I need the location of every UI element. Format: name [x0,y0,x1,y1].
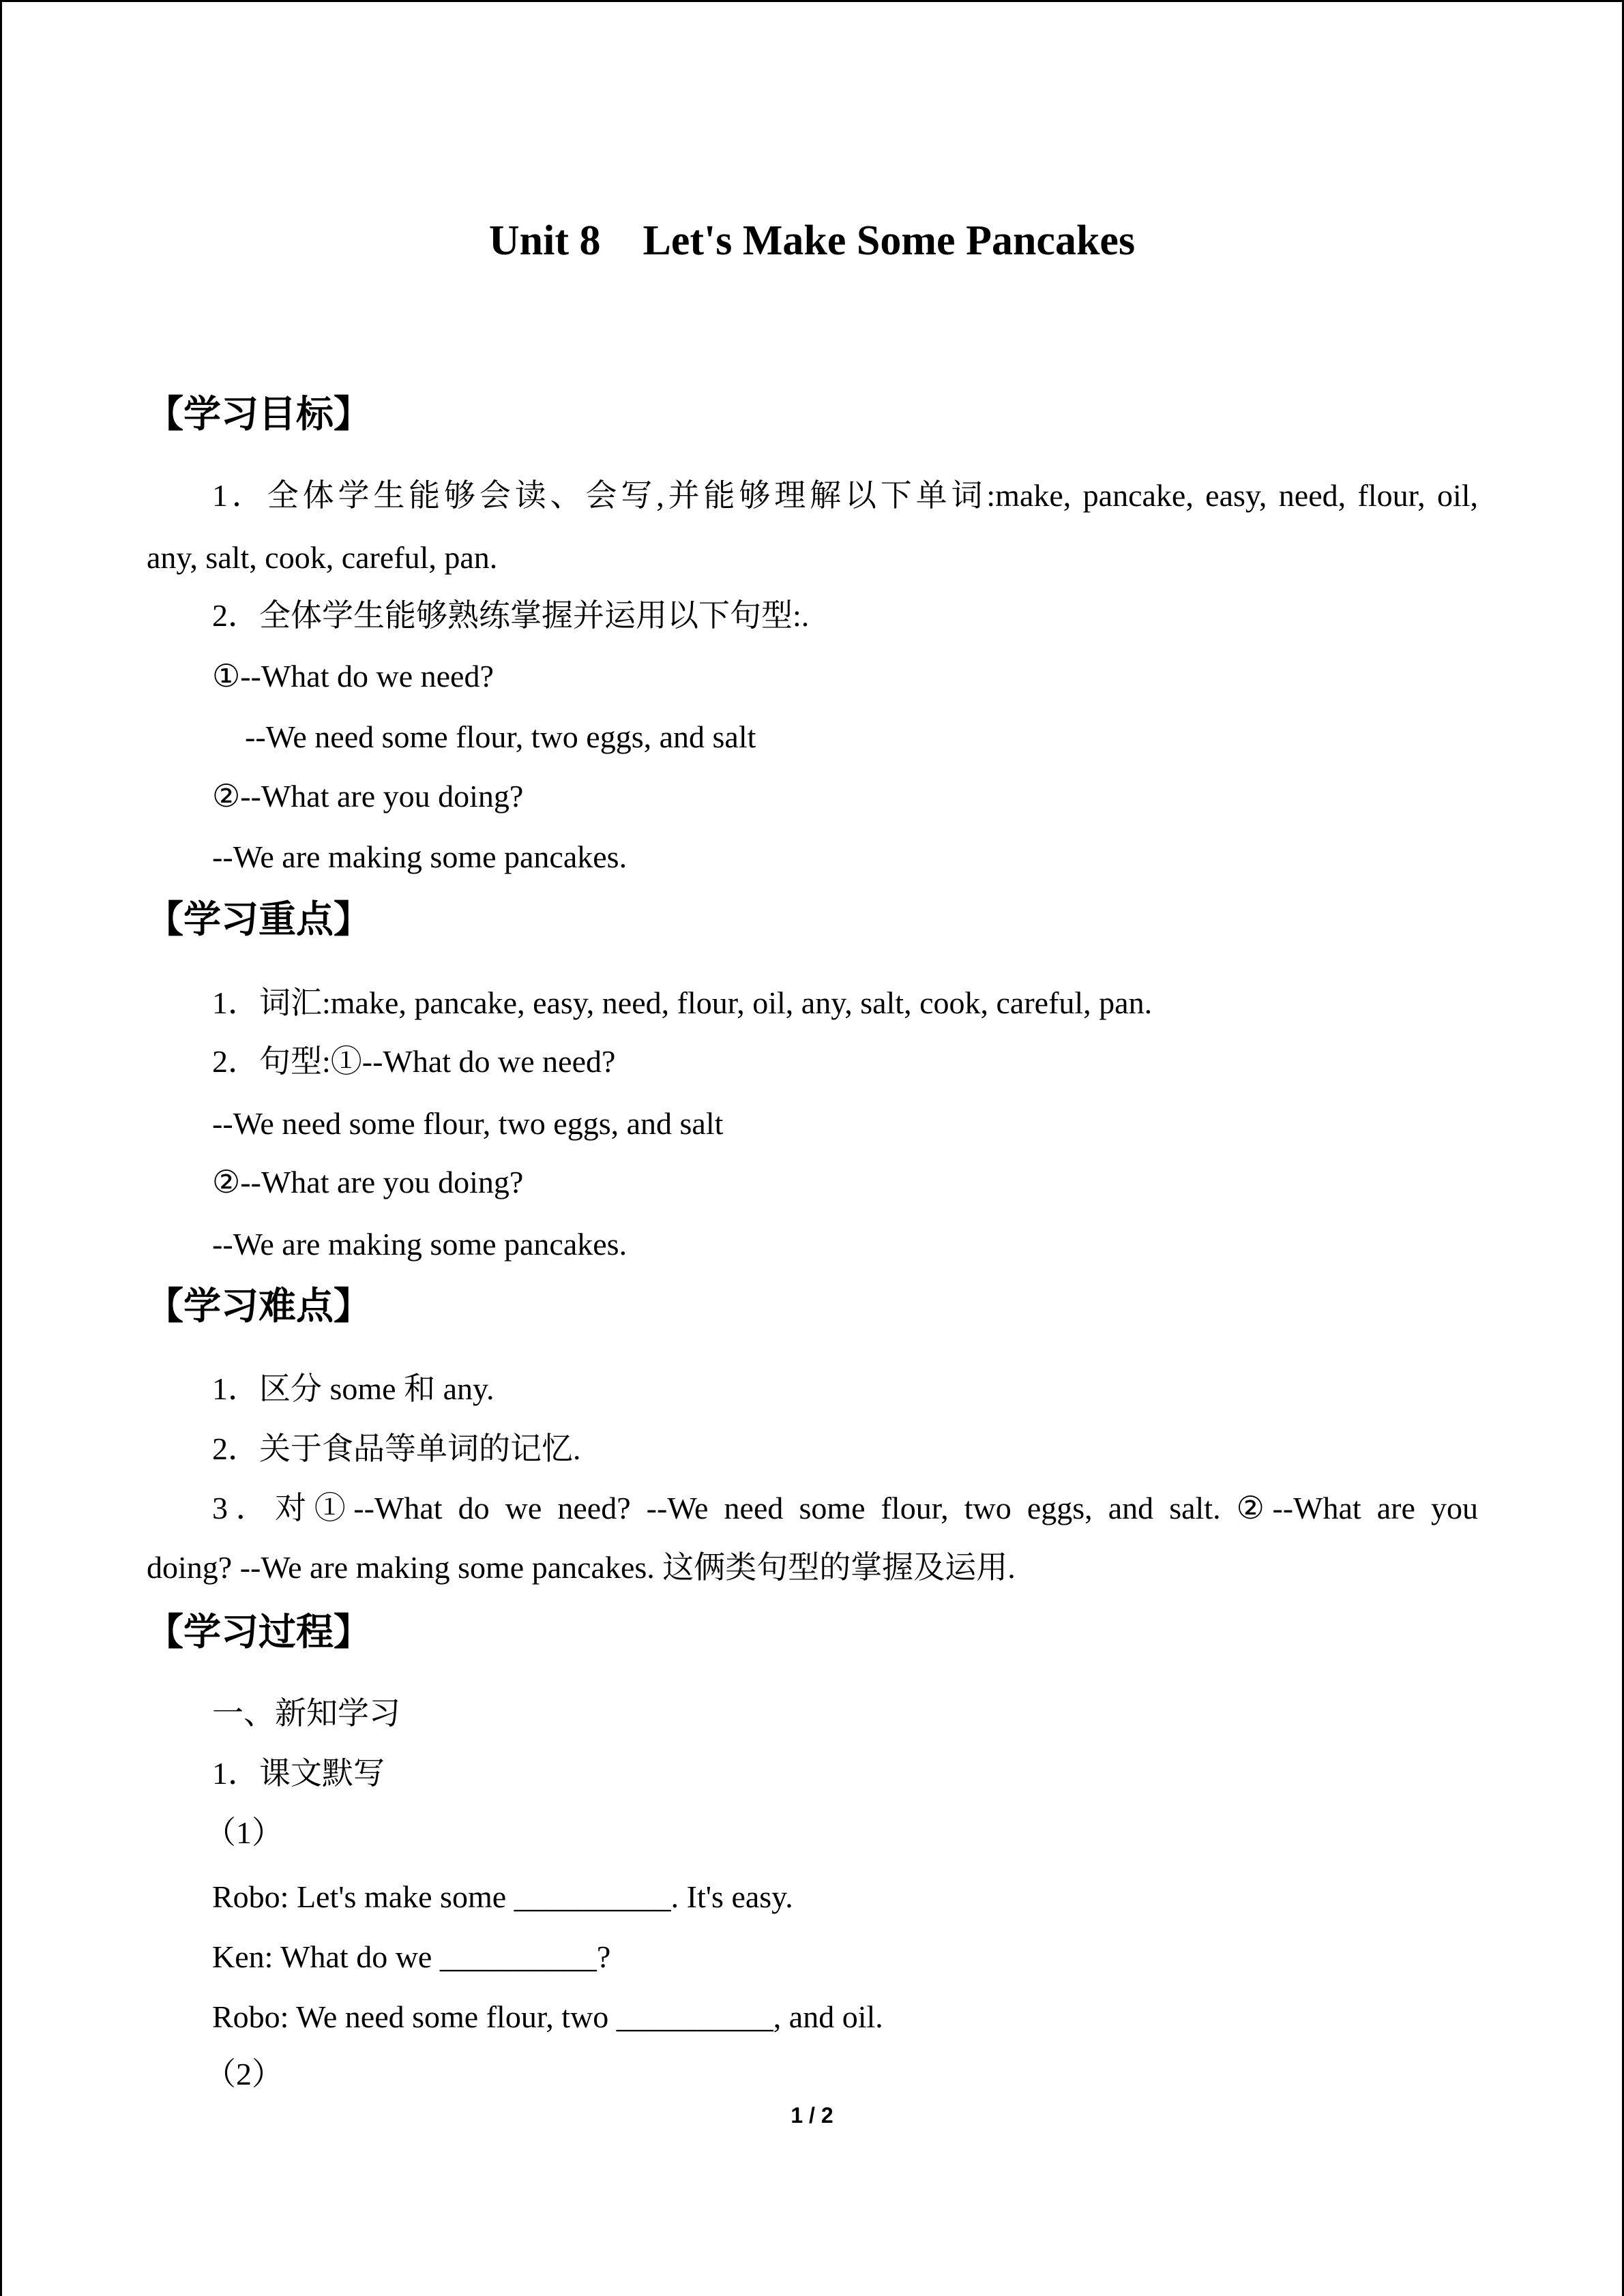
goals-answer-1: --We need some flour, two eggs, and salt [245,719,756,754]
section-heading-goals: 【学习目标】 [146,392,372,436]
key-points-answer-2: --We are making some pancakes. [212,1227,628,1262]
process-item-1: 1．课文默写 [212,1756,385,1791]
key-points-sentences: 2．句型:①--What do we need? [212,1044,616,1079]
difficulties-item-3-line-1: 3．对①--What do we need? --We need some flour, two eggs, and salt. ②--What are you [212,1491,1478,1525]
section-heading-difficulties: 【学习难点】 [146,1284,372,1328]
goals-question-2: ②--What are you doing? [212,779,524,814]
process-subitem-1: （1） [205,1815,283,1850]
dialog-line-1: Robo: Let's make some __________. It's easy. [212,1879,793,1914]
goals-paragraph-1-line-2: any, salt, cook, careful, pan. [147,540,498,575]
goals-question-1: ①--What do we need? [212,659,494,694]
dialog-line-2: Ken: What do we __________? [212,1939,611,1974]
goals-answer-2: --We are making some pancakes. [212,839,628,874]
difficulties-item-1: 1．区分 some 和 any. [212,1371,494,1406]
goals-paragraph-1-line-1: 1．全体学生能够会读、会写,并能够理解以下单词:make, pancake, easy, need, flour, oil, [212,478,1478,513]
key-points-vocabulary: 1．词汇:make, pancake, easy, need, flour, oil, any, salt, cook, careful, pan. [212,985,1153,1020]
difficulties-item-2: 2．关于食品等单词的记忆. [212,1431,581,1466]
goals-paragraph-2: 2．全体学生能够熟练掌握并运用以下句型:. [212,598,810,633]
key-points-answer-1: --We need some flour, two eggs, and salt [212,1106,724,1141]
difficulties-item-3-line-2: doing? --We are making some pancakes. 这俩类句型的掌握及运用. [147,1550,1016,1585]
page-number: 1 / 2 [791,2103,833,2128]
document-title: Unit 8 Let's Make Some Pancakes [488,218,1136,264]
process-subitem-2: （2） [205,2057,283,2091]
key-points-question-2: ②--What are you doing? [212,1165,524,1199]
section-heading-key-points: 【学习重点】 [146,897,372,941]
dialog-line-3: Robo: We need some flour, two __________, and oil. [212,1999,883,2034]
section-heading-process: 【学习过程】 [146,1610,372,1654]
process-part-1: 一、新知学习 [212,1696,400,1731]
